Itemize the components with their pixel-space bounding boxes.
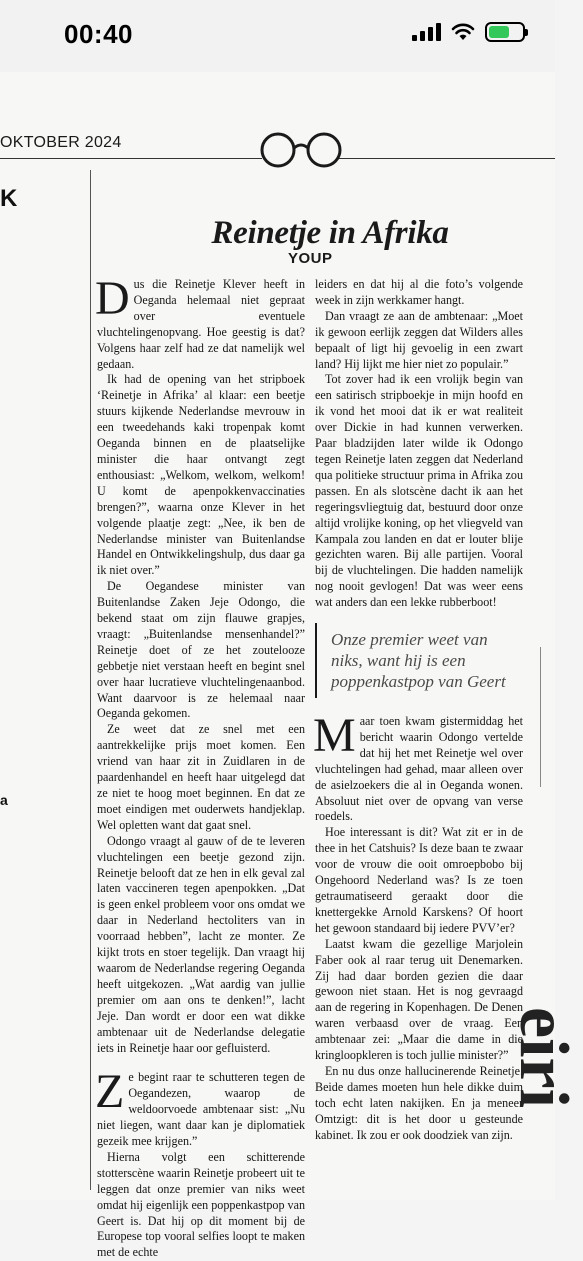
paragraph: leiders en dat hij al die foto’s volgende week in zijn werkkamer hangt. [315,277,523,307]
pull-quote: Onze premier weet van niks, want hij is een poppenkastpop van Geert [315,623,523,698]
article-column-left [95,272,305,1261]
paragraph: Dan vraagt ze aan de ambtenaar: „Moet ik gewoon eerlijk zeggen dat Wilders alles bepaalt of ligt hij gevoelig in een zwart land? Hij lijkt me hier niet zo populair.” [315,308,523,371]
issue-date: OKTOBER 2024 [0,134,122,151]
paragraph: Maar toen kwam gistermiddag het bericht waarin Odongo vertelde dat hij het met Reinetje wel over vluchtelingen had gehad, maar alleen over de asielzoekers die al in Oeganda wonen. Absoluut niet over de opvang van verse roedels. [313,709,523,824]
adjacent-column-fragment: K [0,185,18,212]
divider [338,158,555,159]
paragraph: Ik had de opening van het stripboek ‘Reinetje in Afrika’ al klaar: een beetje stuurs kijkende Nederlandse mevrouw in een tweedehands kaki tropenpak komt Oeganda binnen en de plaatselijke minister die haar ontvangt zegt enthousiast: „Welkom, welkom, welkom! U komt de apenpokkenvaccinaties brengen?”, waarna onze Klever in het volgende plaatje zegt: „Nee, ik ben de Nederlandse minister van Buitenlandse Handel en Ontwikkelingshulp, dus daar ga ik niet over.” [97,372,305,578]
paragraph: Ze weet dat ze snel met een aantrekkelijke prijs moet komen. Een vriend van haar zit in Zuidlaren in de paardenhandel en heeft haar uitgelegd dat ze niet te hoog moet beginnen. En dat ze moet eindigen met ouderwets handjeklap. Wel opletten want dat gaat snel. [97,722,305,832]
article-column-right [315,277,523,1144]
article-title: Reinetje in Afrika [211,215,449,251]
paragraph: Laatst kwam die gezellige Marjolein Faber ook al raar terug uit Denemarken. Zij had daar borden gezien die daar gewoon niet staan. Het is nog gevraagd aan de regering in Kopenhagen. De Denen waren verbaasd over de vraag. Een ambtenaar zei: „Maar die dame in die kringloopkleren is toch jullie minister?” [315,936,523,1063]
paragraph: Tot zover had ik een vrolijk begin van een satirisch stripboekje in mijn hoofd en ik vond het mooi dat ik er wat realiteit over Dickie in had kunnen verwerken. Paar bladzijden later wilde ik Odongo tegen Reinetje laten zeggen dat Nederland qua politieke structuur prima in Afrika zou passen. En als slotscène dacht ik aan het regeringsvliegtuig dat, bestuurd door onze altijd vrolijke koning, op het vliegveld van Kampala zou landen en dat er louter blije gezichten waren. Bij alle partijen. Vooral bij de vluchtelingen. Die hadden namelijk nog nooit gevlogen! Dat was weer eens wat anders dan een lekke rubberboot! [315,372,523,610]
column-divider [90,170,91,1190]
paragraph: Ze begint raar te schutteren tegen de Oegandezen, waarop de weldoorvoede ambtenaar sist: „Nu niet liegen, want daar kan je diplomatiek gezeik mee krijgen.” [95,1065,305,1149]
divider [0,158,262,159]
adjacent-column-fragment: a [0,792,8,808]
paragraph: Hierna volgt een schitterende stotterscène waarin Reinetje probeert uit te leggen dat onze premier van niks weet omdat hij eigenlijk een poppenkastpop van Geert is. Dat hij op dit moment bij de Europese top vooral selfies loopt te maken met de echte [97,1149,305,1260]
drop-cap: D [95,272,130,325]
paragraph: Hoe interessant is dit? Wat zit er in de thee in het Catshuis? Is deze baan te zwaar voor de vrouw die ooit omroepbobo bij Ongehoord Nederland was? Is ze toen getraumatiseerd geraakt door die knettergekke Arnold Karskens? Of hoort het gewoon standaard bij iedere PVV’er? [315,825,523,935]
glasses-logo-icon [256,130,346,170]
status-bar [0,0,555,72]
battery-charging-icon [485,22,525,42]
status-icons [412,22,525,42]
column-divider [540,647,555,787]
newspaper-page [0,72,582,1260]
drop-cap: Z [95,1065,125,1119]
wifi-icon [451,23,475,41]
column-kicker: YOUP [288,250,333,267]
paragraph: Dus die Reinetje Klever heeft in Oeganda helemaal niet gepraat over eventuele vluchtelingenopvang. Hoe geestig is dat? Volgens haar zelf had ze dat namelijk wel gedaan. [95,272,305,371]
clock: 00:40 [64,19,133,49]
paragraph: De Oegandese minister van Buitenlandse Zaken Jeje Odongo, die bekend staat om zijn flauwe grapjes, vraagt: „Buitenlandse mensenhandel?” Reinetje doet of ze het zoutelooze gebbetje niet verstaan heeft en begint snel over haar lucratieve vluchtelingenaanbod. Want daarvoor is ze helemaal naar Oeganda gekomen. [97,579,305,721]
adjacent-page-headline-fragment: eiri [505,1007,582,1109]
cellular-signal-icon [412,23,441,41]
drop-cap: M [313,709,356,763]
paragraph: Odongo vraagt al gauw of de te leveren vluchtelingen een beetje gezond zijn. Reinetje belooft dat ze hen in elk geval zal laten vaccineren tegen apenpokken. „Dat is geen enkel probleem voor ons omdat we daar in Nederland hectoliters van in voorraad hebben”, lacht ze monter. Ze kijkt trots en stoer tegelijk. Dan vraagt hij waarom de Nederlandse regering Oeganda heeft uitgekozen. „Wat aardig van jullie premier om aan ons te denken!”, lacht Jeje. Dan wordt er door een wat dikke ambtenaar uit de Nederlandse delegatie iets in Reinetje haar oor gefluisterd. [97,833,305,1055]
paragraph: En nu dus onze hallucinerende Reinetje. Beide dames moeten hun hele dikke duim toch echt laten nakijken. En ja meneer Omtzigt: dit is het door u gesteunde kabinet. Ik zou er ook doodziek van zijn. [315,1063,523,1142]
